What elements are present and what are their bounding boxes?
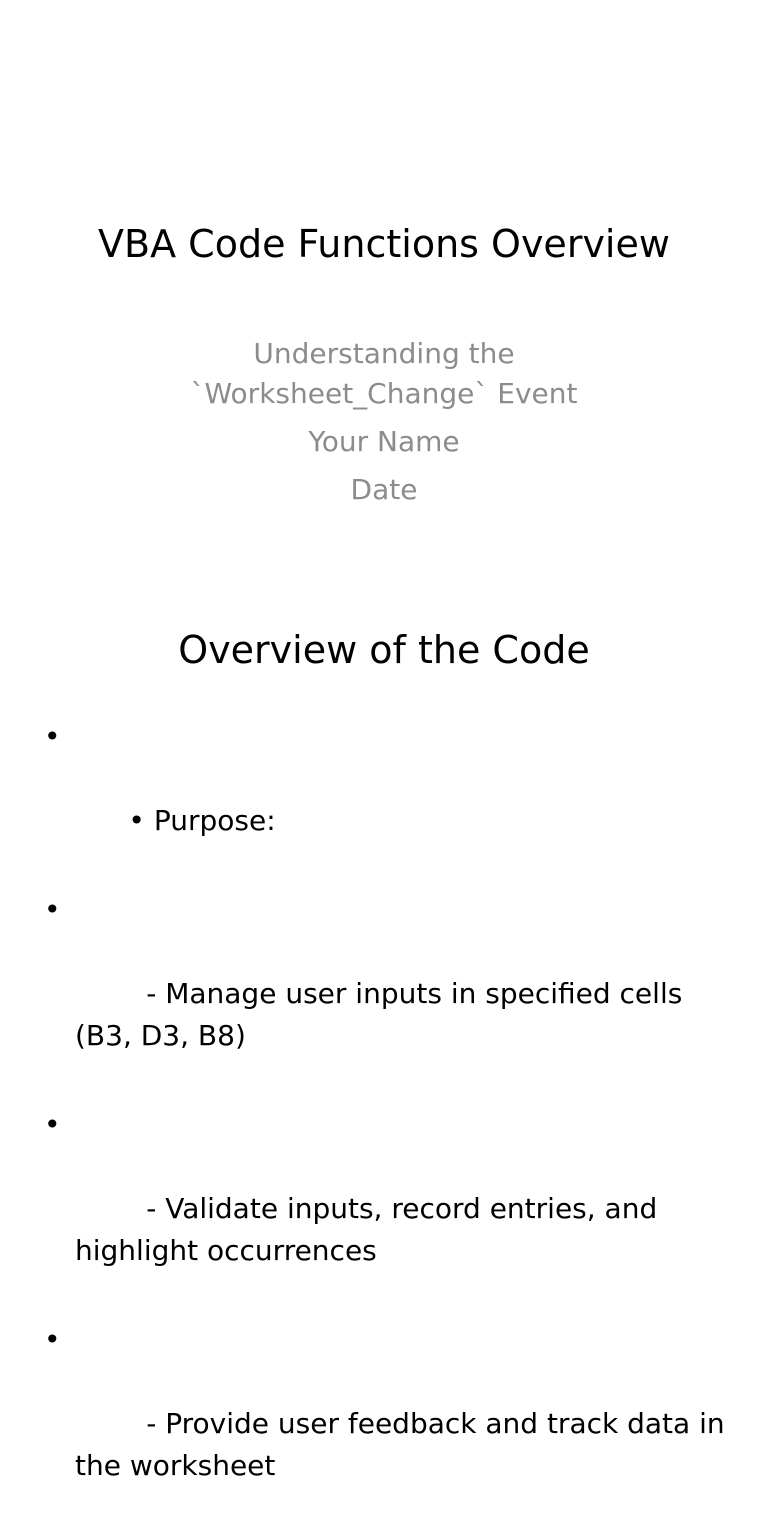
bullet-icon: •	[44, 1108, 61, 1141]
bullet-item	[0, 1319, 768, 1529]
bullet-item	[0, 1104, 768, 1314]
author-name: Your Name	[308, 425, 460, 458]
bullet-text: - Provide user feedback and track data in the worksheet	[75, 1407, 734, 1482]
slide-subtitle	[0, 334, 768, 510]
bullet-icon: •	[44, 1323, 61, 1356]
bullet-list	[0, 716, 768, 1534]
presentation-date: Date	[350, 473, 418, 506]
content-slide	[0, 576, 768, 1482]
bullet-icon: •	[44, 893, 61, 926]
bullet-icon: •	[44, 720, 61, 753]
subtitle-line: `Worksheet_Change` Event	[190, 377, 578, 410]
title-slide	[0, 0, 768, 576]
bullet-text: - Manage user inputs in specified cells (B3, D3, B8)	[75, 977, 692, 1052]
slide-title: VBA Code Functions Overview	[98, 222, 670, 266]
bullet-text: • Purpose:	[128, 804, 276, 837]
slide-title: Overview of the Code	[178, 628, 590, 672]
subtitle-line: Understanding the	[253, 337, 515, 370]
bullet-item	[0, 716, 768, 884]
bullet-text: - Validate inputs, record entries, and highlight occurrences	[75, 1192, 667, 1267]
bullet-item	[0, 889, 768, 1099]
